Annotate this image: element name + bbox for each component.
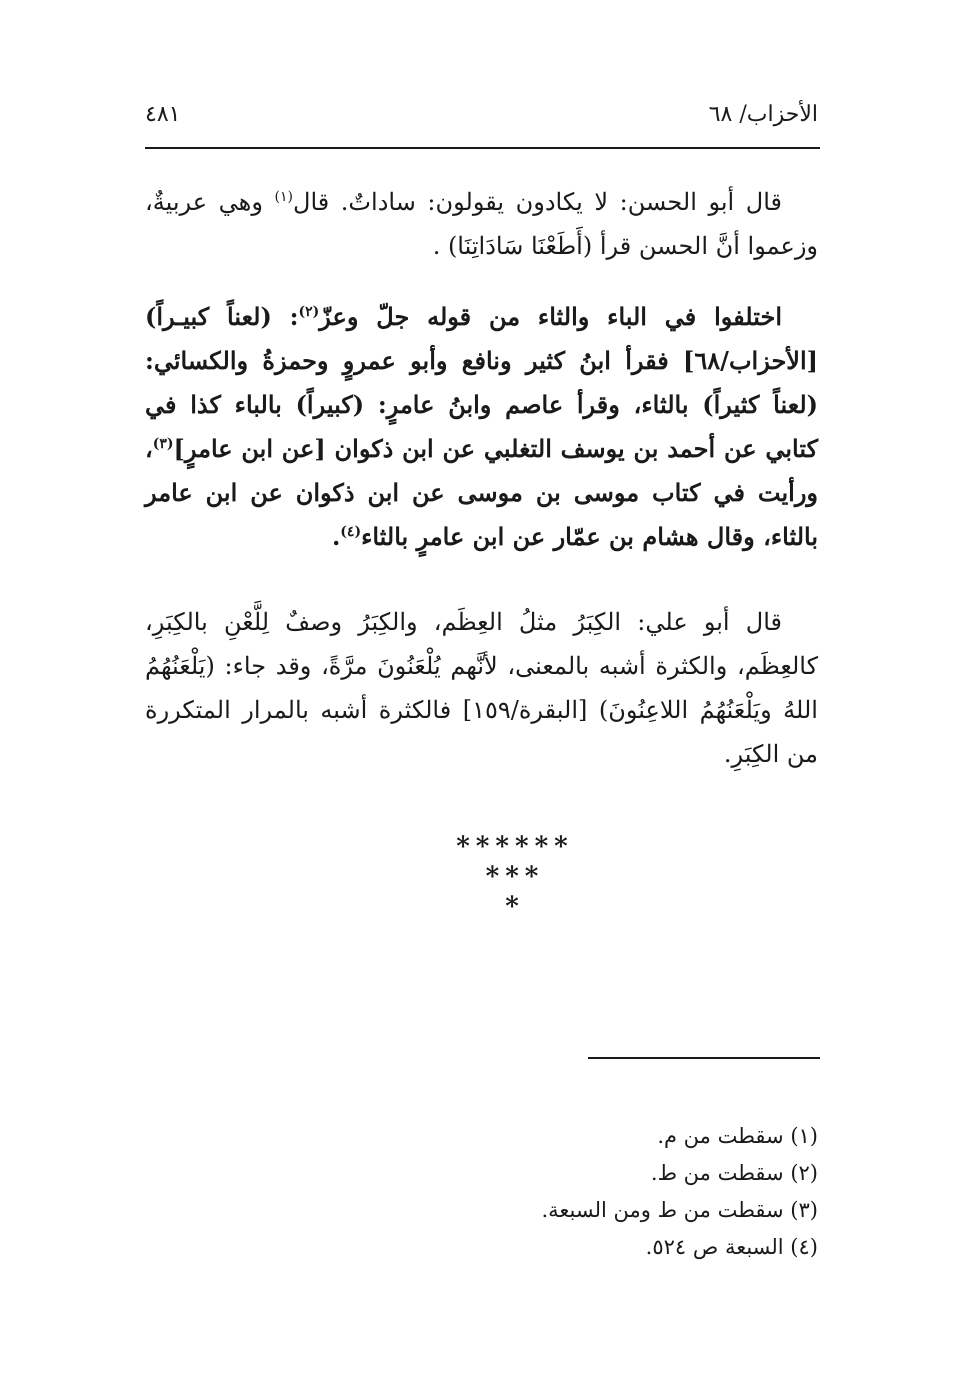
paragraph-2-middle2: ، ورأيت في كتاب موسى بن موسى عن ابن ذكوان عن ابن عامر بالثاء، وقال هشام بن عمّار عن ابن عامرٍ بالثاء	[145, 434, 818, 551]
paragraph-3	[145, 600, 818, 776]
page-number: ٤٨١	[145, 102, 181, 127]
footnote-ref-1: (١)	[274, 189, 293, 205]
separator-row-3: *	[505, 892, 525, 922]
footnote-2: (٢) سقطت من ط.	[650, 1161, 818, 1185]
page-header	[145, 100, 818, 140]
paragraph-1-before: قال أبو الحسن: لا يكادون يقولون: ساداتٌ. قال	[293, 188, 783, 216]
paragraph-2	[145, 295, 818, 559]
footnotes	[145, 1118, 818, 1266]
paragraph-2-text	[145, 295, 818, 559]
paragraph-2-after: .	[331, 522, 341, 551]
footnote-1: (١) سقطت من م.	[657, 1124, 818, 1148]
paragraph-1-text	[145, 180, 818, 268]
running-head: الأحزاب/ ٦٨	[708, 102, 818, 127]
paragraph-2-middle: : (لعناً كبيـراً) [الأحزاب/٦٨] فقرأ ابنُ كثير ونافع وأبو عمروٍ وحمزةُ والكسائي: (لعناً كثيراً) بالثاء، وقرأ عاصم وابنُ عامرٍ: (كبيراً) بالباء كذا في كتابي عن أحمد بن يوسف التغلبي عن ابن ذكوان [عن ابن عامرٍ]	[145, 302, 818, 463]
separator-row-1: ******	[456, 832, 574, 862]
paragraph-2-before: اختلفوا في الباء والثاء من قوله جلّ وعزّ	[319, 302, 782, 331]
section-separator	[145, 832, 885, 922]
paragraph-3-text: قال أبو علي: الكِبَرُ مثلُ العِظَم، والكِبَرُ وصفٌ لِلَّعْنِ بالكِبَرِ، كالعِظَم، والكثرة أشبه بالمعنى، لأنَّهم يُلْعَنُونَ مرَّةً، وقد جاء: (يَلْعَنُهُمُ اللهُ ويَلْعَنُهُمُ اللاعِنُونَ) [البقرة/١٥٩] فالكثرة أشبه بالمرار المتكررة من الكِبَرِ.	[145, 608, 818, 768]
header-rule	[145, 147, 820, 149]
paragraph-1-after: وهي عربيةٌ، وزعموا أنَّ الحسن قرأ (أَطَعْنَا سَادَاتِنَا) .	[145, 188, 818, 260]
footnote-4: (٤) السبعة ص ٥٢٤.	[645, 1235, 818, 1259]
footnote-ref-2: (٢)	[298, 304, 320, 320]
footnote-3: (٣) سقطت من ط ومن السبعة.	[541, 1198, 818, 1222]
footnote-ref-3: (٣)	[152, 436, 174, 452]
separator-row-2: ***	[485, 862, 545, 892]
footnote-rule	[588, 1057, 820, 1059]
paragraph-1	[145, 180, 818, 268]
footnote-ref-4: (٤)	[340, 524, 362, 540]
